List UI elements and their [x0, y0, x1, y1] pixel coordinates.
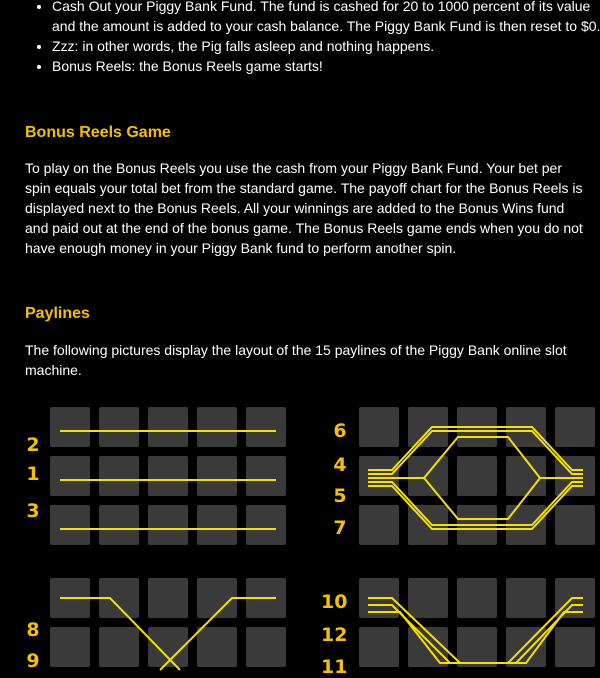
payline-number: 10 [321, 591, 348, 613]
paylines-paragraph: The following pictures display the layout of the 15 paylines of the Piggy Bank online slot machine. [25, 342, 567, 378]
payline-number: 4 [333, 454, 347, 476]
payline-paths [0, 407, 300, 547]
payline-diagram-4-5-6-7 [300, 407, 600, 547]
payline-path [160, 598, 276, 670]
list-item: • Bonus Reels: the Bonus Reels game starts! [52, 56, 600, 76]
payline-path [368, 437, 583, 478]
paylines-heading: Paylines [25, 305, 90, 322]
payline-number: 11 [321, 656, 348, 678]
payline-number: 6 [333, 420, 347, 442]
payline-path [368, 486, 583, 529]
payline-diagram-1-2-3 [0, 407, 300, 547]
payline-diagram-8-9 [0, 578, 300, 672]
bonus-reels-heading: Bonus Reels Game [25, 124, 171, 141]
payline-diagram-10-11-12 [300, 578, 600, 678]
payline-number: 12 [321, 624, 348, 646]
payline-paths [0, 578, 300, 668]
payline-path [60, 598, 180, 670]
payline-number: 2 [26, 434, 40, 456]
list-item: • Cash Out your Piggy Bank Fund. The fund is cashed for 20 to 1000 percent of its value and the amount is added to your cash balance. The Piggy Bank Fund is then reset to $0. [52, 0, 600, 36]
bonus-reels-paragraph: To play on the Bonus Reels you use the cash from your Piggy Bank Fund. Your bet per spin equals your total bet from the standard game. The payoff chart for the Bonus Reels is displayed next to the Bonus Reels. All your winnings are added to the Bonus Wins fund and paid out at the end of the bonus game. The Bonus Reels game ends when you do not have enough money in your Piggy Bank fund to perform another spin. [25, 160, 583, 256]
payline-path [368, 478, 583, 519]
list-item: • Zzz: in other words, the Pig falls asleep and nothing happens. [52, 36, 600, 56]
payline-number: 5 [333, 485, 347, 507]
payline-number: 8 [26, 619, 40, 641]
payline-number: 7 [333, 517, 347, 539]
payline-number: 1 [26, 463, 40, 485]
payline-number: 3 [26, 500, 40, 522]
bonus-outcomes-list [38, 0, 600, 76]
payline-number: 9 [26, 650, 40, 672]
payline-path [368, 427, 583, 470]
